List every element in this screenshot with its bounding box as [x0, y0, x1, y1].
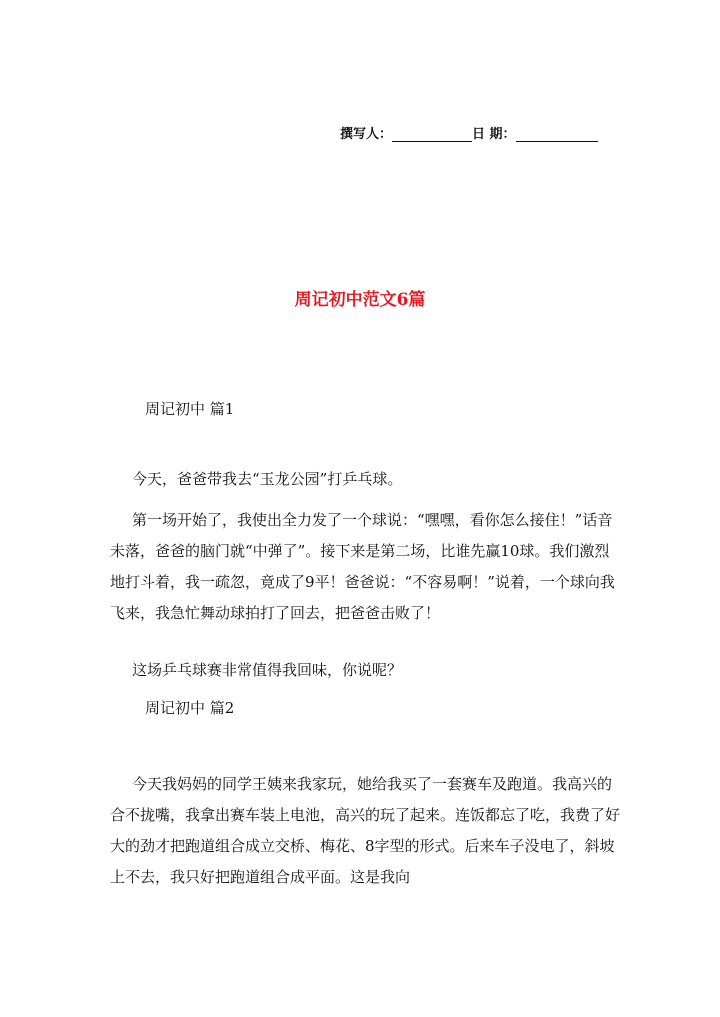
paragraph-1-1: 今天，爸爸带我去“玉龙公园”打乒乓球。 [132, 470, 403, 488]
date-blank [516, 127, 598, 142]
section-heading-1: 周记初中 篇1 [145, 400, 235, 418]
section-heading-2: 周记初中 篇2 [145, 699, 235, 717]
paragraph-1-3: 这场乒乓球赛非常值得我回味，你说呢？ [132, 661, 403, 679]
author-blank [392, 127, 472, 142]
document-title: 周记初中范文6篇 [294, 290, 426, 310]
paragraph-2-1: 今天我妈妈的同学王姨来我家玩，她给我买了一套赛车及跑道。我高兴的合不拢嘴，我拿出赛车装上电池，高兴的玩了起来。连饭都忘了吃，我费了好大的劲才把跑道组合成立交桥、梅花、8字型的形式。后来车子没电了，斜坡上不去，我只好把跑道组合成平面。这是我向 [110, 775, 621, 886]
author-date-line [340, 123, 598, 142]
date-label: 日 期： [472, 127, 516, 142]
paragraph-1-2: 第一场开始了，我使出全力发了一个球说：“嘿嘿，看你怎么接住！”话音未落，爸爸的脑门就“中弹了”。接下来是第二场，比谁先赢10球。我们激烈地打斗着，我一疏忽，竟成了9平！爸爸说：“不容易啊！”说着，一个球向我飞来，我急忙舞动球拍打了回去，把爸爸击败了！ [110, 511, 615, 622]
author-label: 撰写人： [340, 127, 393, 142]
